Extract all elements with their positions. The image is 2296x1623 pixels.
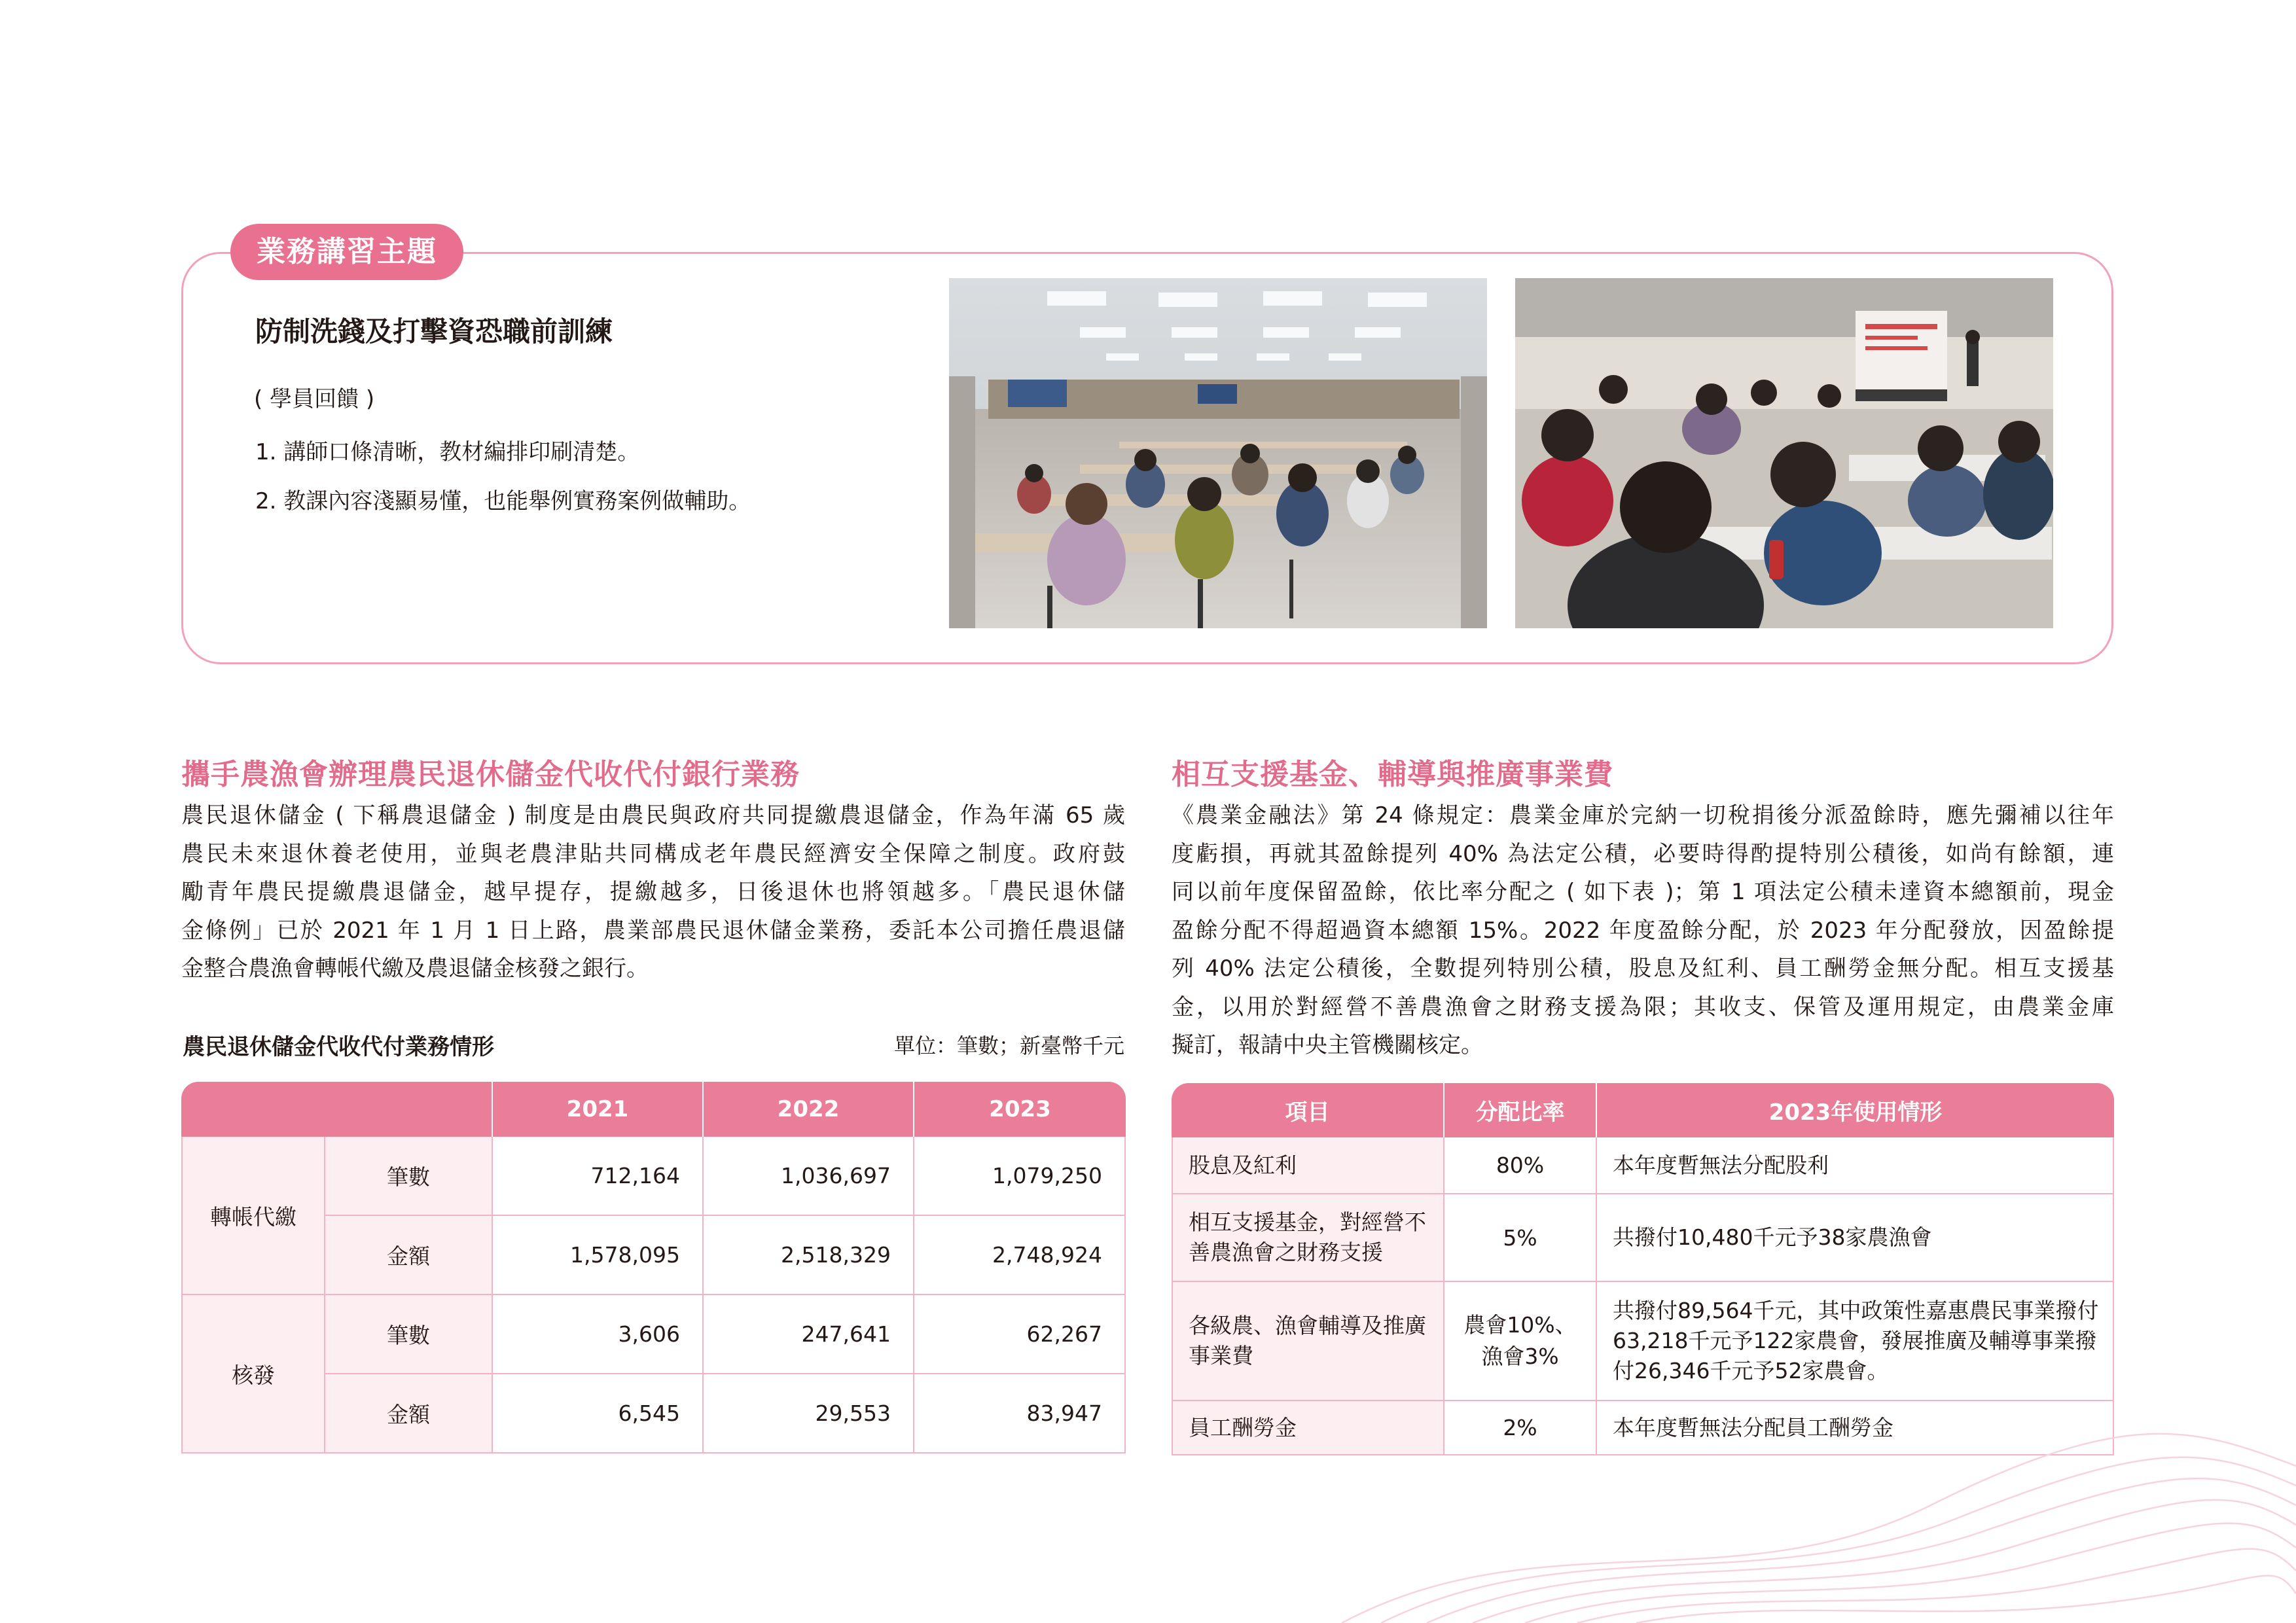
- ratio-cell: 農會10%、漁會3%: [1444, 1282, 1597, 1401]
- table-unit: 單位：筆數；新臺幣千元: [893, 1033, 1124, 1058]
- ratio-cell: 5%: [1444, 1194, 1597, 1282]
- paragraph-line: 農民未來退休養老使用，並與老農津貼共同構成老年農民經濟安全保障之制度。政府鼓: [181, 840, 1125, 867]
- table-row: [181, 1295, 1126, 1374]
- table-cell: 2,748,924: [914, 1216, 1126, 1295]
- table-cell: 29,553: [704, 1374, 914, 1454]
- ratio-cell: 2%: [1444, 1401, 1597, 1455]
- right-section-title: 相互支援基金、輔導與推廣事業費: [1172, 758, 1613, 791]
- table-header-cell: [181, 1082, 493, 1137]
- paragraph-line: 金條例」已於 2021 年 1 月 1 日上路，農業部農民退休儲金業務，委託本公司擔任農退儲: [181, 917, 1125, 944]
- table-row: [1172, 1194, 2114, 1282]
- table-header-cell: 2022: [704, 1082, 914, 1137]
- group-label: 轉帳代繳: [181, 1137, 325, 1295]
- usage-cell: 本年度暫無法分配員工酬勞金: [1597, 1401, 2114, 1455]
- table-cell: 2,518,329: [704, 1216, 914, 1295]
- paragraph-line: 農民退休儲金 ( 下稱農退儲金 ) 制度是由農民與政府共同提繳農退儲金，作為年滿 65 歲: [181, 802, 1125, 829]
- item-cell: 股息及紅利: [1172, 1137, 1444, 1194]
- left-section-title: 攜手農漁會辦理農民退休儲金代收代付銀行業務: [181, 758, 800, 791]
- decorative-waves: [1342, 1387, 2296, 1623]
- paragraph-line: 金，以用於對經營不善農漁會之財務支援為限；其收支、保管及運用規定，由農業金庫: [1172, 993, 2114, 1020]
- item-cell: 員工酬勞金: [1172, 1401, 1444, 1455]
- paragraph-line: 同以前年度保留盈餘，依比率分配之 ( 如下表 )；第 1 項法定公積未達資本總額前，現金: [1172, 879, 2114, 905]
- course-title: 防制洗錢及打擊資恐職前訓練: [255, 315, 613, 348]
- paragraph-line: 列 40% 法定公積後，全數提列特別公積，股息及紅利、員工酬勞金無分配。相互支援基: [1172, 955, 2114, 982]
- table-cell: 1,578,095: [493, 1216, 704, 1295]
- paragraph-line: 《農業金融法》第 24 條規定：農業金庫於完納一切稅捐後分派盈餘時，應先彌補以往年: [1172, 802, 2114, 829]
- table-header-cell: 2023年使用情形: [1597, 1083, 2114, 1137]
- paragraph-line: 擬訂，報請中央主管機關核定。: [1172, 1032, 1483, 1058]
- feedback-item: 2. 教課內容淺顯易懂，也能舉例實務案例做輔助。: [255, 488, 751, 514]
- group-label: 核發: [181, 1295, 325, 1454]
- table-header-cell: 2021: [493, 1082, 704, 1137]
- row-label: 金額: [325, 1374, 493, 1454]
- row-label: 金額: [325, 1216, 493, 1295]
- table-cell: 1,079,250: [914, 1137, 1126, 1216]
- feedback-item: 1. 講師口條清晰，教材編排印刷清楚。: [255, 439, 640, 465]
- table-cell: 6,545: [493, 1374, 704, 1454]
- table-row: [1172, 1137, 2114, 1194]
- retirement-savings-table: [181, 1082, 1126, 1454]
- table-header-row: [181, 1082, 1126, 1137]
- right-section-paragraph: [1172, 796, 2114, 1065]
- training-tag: 業務講習主題: [230, 224, 463, 280]
- paragraph-line: 勵青年農民提繳農退儲金，越早提存，提繳越多，日後退休也將領越多。「農民退休儲: [181, 879, 1125, 905]
- row-label: 筆數: [325, 1137, 493, 1216]
- paragraph-line: 金整合農漁會轉帳代繳及農退儲金核發之銀行。: [181, 955, 649, 982]
- feedback-label: ( 學員回饋 ): [254, 386, 375, 412]
- table-cell: 3,606: [493, 1295, 704, 1374]
- usage-cell: 共撥付10,480千元予38家農漁會: [1597, 1194, 2114, 1282]
- table-cell: 83,947: [914, 1374, 1126, 1454]
- usage-cell: 共撥付89,564千元，其中政策性嘉惠農民事業撥付63,218千元予122家農會，發展推廣及輔導事業撥付26,346千元予52家農會。: [1597, 1282, 2114, 1401]
- table-header-cell: 項目: [1172, 1083, 1444, 1137]
- paragraph-line: 盈餘分配不得超過資本總額 15%。2022 年度盈餘分配，於 2023 年分配發放，因盈餘提: [1172, 917, 2114, 944]
- table-cell: 1,036,697: [704, 1137, 914, 1216]
- classroom-photo-close: [1515, 278, 2053, 628]
- table-caption: 農民退休儲金代收代付業務情形: [183, 1034, 494, 1060]
- table-cell: 247,641: [704, 1295, 914, 1374]
- table-header-cell: 分配比率: [1444, 1083, 1597, 1137]
- left-section-paragraph: [181, 796, 1125, 988]
- item-cell: 各級農、漁會輔導及推廣事業費: [1172, 1282, 1444, 1401]
- table-cell: 712,164: [493, 1137, 704, 1216]
- table-header-cell: 2023: [914, 1082, 1126, 1137]
- classroom-photo-wide: [949, 278, 1487, 628]
- item-cell: 相互支援基金，對經營不善農漁會之財務支援: [1172, 1194, 1444, 1282]
- row-label: 筆數: [325, 1295, 493, 1374]
- ratio-cell: 80%: [1444, 1137, 1597, 1194]
- table-header-row: [1172, 1083, 2114, 1137]
- table-row: [1172, 1282, 2114, 1401]
- paragraph-line: 度虧損，再就其盈餘提列 40% 為法定公積，必要時得酌提特別公積後，如尚有餘額，連: [1172, 840, 2114, 867]
- table-row: [181, 1137, 1126, 1216]
- usage-cell: 本年度暫無法分配股利: [1597, 1137, 2114, 1194]
- table-cell: 62,267: [914, 1295, 1126, 1374]
